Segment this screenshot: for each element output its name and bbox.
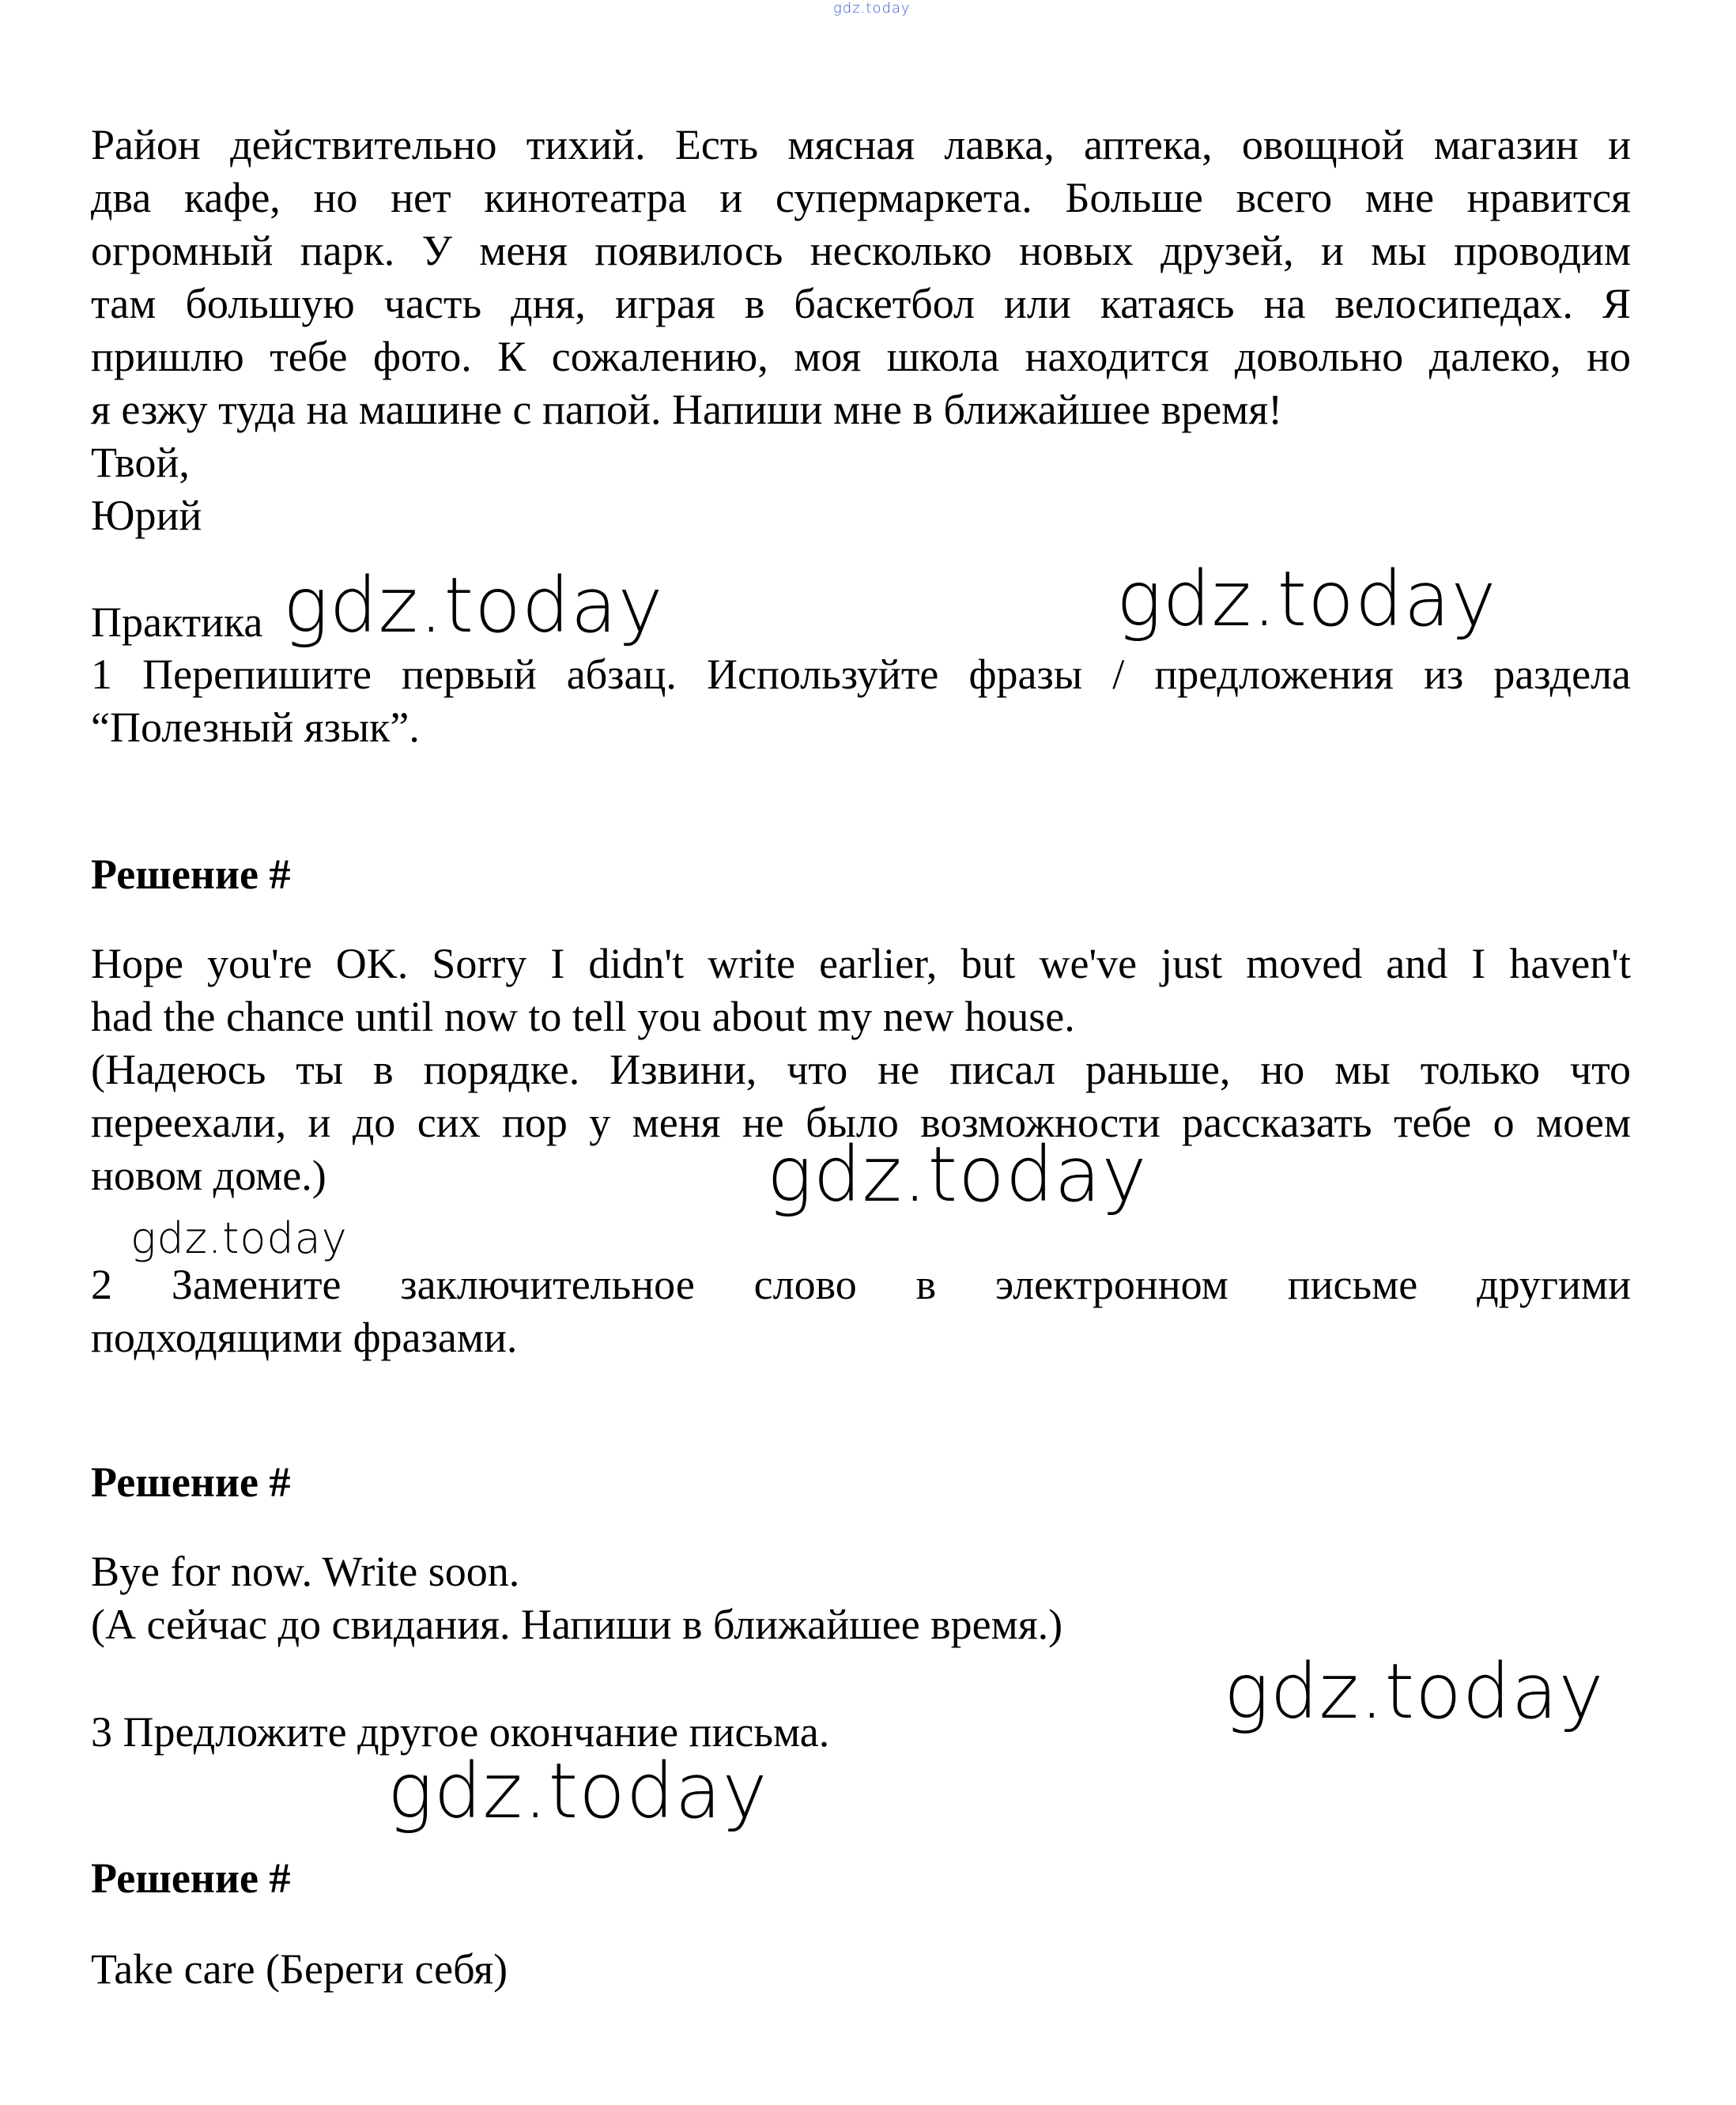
letter-line: я езжу туда на машине с папой. Напиши мне в ближайшее время! (91, 386, 1283, 433)
solution-line: новом доме.) (91, 1152, 326, 1199)
solution-line: Hope you're OK. Sorry I didn't write earlier, but we've just moved and I haven't (91, 940, 1631, 987)
task-line: подходящими фразами. (91, 1314, 518, 1361)
letter-paragraph (91, 119, 1631, 436)
letter-signature: Юрий (91, 492, 202, 539)
watermark: gdz.today (1224, 1647, 1605, 1736)
letter-line: огромный парк. У меня появилось несколько новых друзей, и мы проводим (91, 227, 1631, 274)
task-line: “Полезный язык”. (91, 704, 420, 751)
solution-line: (А сейчас до свидания. Напиши в ближайшее время.) (91, 1601, 1063, 1648)
solution-2 (91, 1545, 1631, 1651)
watermark: gdz.today (283, 561, 664, 650)
practice-label: Практика (91, 598, 263, 646)
solution-heading: Решение # (91, 1854, 291, 1902)
letter-line: пришлю тебе фото. К сожалению, моя школа находится довольно далеко, но (91, 333, 1631, 380)
task-3: 3 Предложите другое окончание письма. (91, 1708, 830, 1756)
task-2 (91, 1258, 1631, 1364)
solution-line: Bye for now. Write soon. (91, 1548, 520, 1595)
letter-line: Район действительно тихий. Есть мясная лавка, аптека, овощной магазин и (91, 121, 1631, 168)
letter-signoff: Твой, (91, 439, 190, 486)
solution-line: переехали, и до сих пор у меня не было возможности рассказать тебе о моем (91, 1099, 1631, 1146)
task-1 (91, 648, 1631, 754)
top-watermark: gdz.today (833, 0, 911, 17)
solution-3: Take care (Береги себя) (91, 1945, 508, 1993)
solution-heading: Решение # (91, 1458, 291, 1506)
solution-heading: Решение # (91, 851, 291, 898)
watermark: gdz.today (130, 1213, 348, 1263)
watermark: gdz.today (1116, 555, 1497, 643)
watermark: gdz.today (387, 1747, 768, 1835)
letter-line: там большую часть дня, играя в баскетбол или катаясь на велосипедах. Я (91, 280, 1631, 327)
task-line: 1 Перепишите первый абзац. Используйте фразы / предложения из раздела (91, 651, 1631, 698)
solution-line: had the chance until now to tell you about my new house. (91, 993, 1075, 1040)
solution-line: (Надеюсь ты в порядке. Извини, что не писал раньше, но мы только что (91, 1046, 1631, 1093)
letter-line: два кафе, но нет кинотеатра и супермаркета. Больше всего мне нравится (91, 174, 1631, 221)
watermark: gdz.today (767, 1130, 1148, 1219)
task-line: 2 Замените заключительное слово в электронном письме другими (91, 1261, 1631, 1308)
